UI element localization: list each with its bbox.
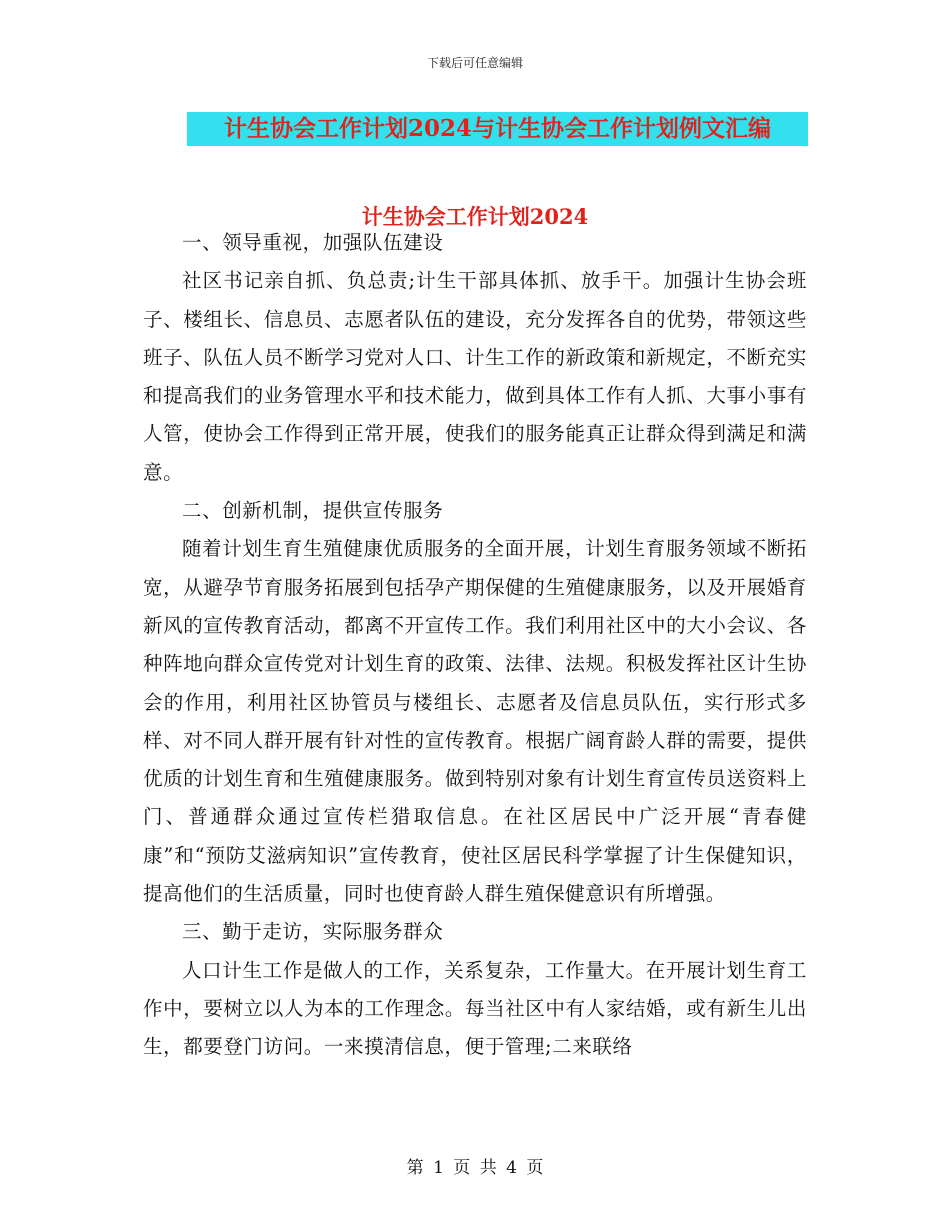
heading-3: 三、勤于走访，实际服务群众 (182, 920, 444, 944)
paragraph-1: 社区书记亲自抓、负总责;计生干部具体抓、放手干。加强计生协会班子、楼组长、信息员、志愿者队伍的建设，充分发挥各自的优势，带领这些班子、队伍人员不断学习党对人口、计生工作的新政策和新规定，不断充实和提高我们的业务管理水平和技术能力，做到具体工作有人抓、大事小事有人管，使协会工作得到正常开展，使我们的服务能真正让群众得到满足和满意。 (143, 269, 807, 484)
heading-1: 一、领导重视，加强队伍建设 (182, 231, 444, 254)
page-footer: 第 1 页 共 4 页 (406, 1158, 544, 1178)
heading-2: 二、创新机制，提供宣传服务 (182, 499, 444, 523)
section-title: 计生协会工作计划2024 (361, 204, 589, 229)
paragraph-3: 人口计生工作是做人的工作，关系复杂，工作量大。在开展计划生育工作中，要树立以人为本的工作理念。每当社区中有人家结婚，或有新生儿出生，都要登门访问。一来摸清信息，便于管理;二来联络 (143, 958, 807, 1059)
document-title: 计生协会工作计划2024与计生协会工作计划例文汇编 (187, 112, 808, 146)
paragraph-2: 随着计划生育生殖健康优质服务的全面开展，计划生育服务领域不断拓宽，从避孕节育服务拓展到包括孕产期保健的生殖健康服务，以及开展婚育新风的宣传教育活动，都离不开宣传工作。我们利用社区中的大小会议、各种阵地向群众宣传党对计划生育的政策、法律、法规。积极发挥社区计生协会的作用，利用社区协管员与楼组长、志愿者及信息员队伍，实行形式多样、对不同人群开展有针对性的宣传教育。根据广阔育龄人群的需要，提供优质的计划生育和生殖健康服务。做到特别对象有计划生育宣传员送资料上门、普通群众通过宣传栏猎取信息。在社区居民中广泛开展“青春健康”和“预防艾滋病知识”宣传教育，使社区居民科学掌握了计生保健知识，提高他们的生活质量，同时也使育龄人群生殖保健意识有所增强。 (143, 537, 807, 906)
document-body (143, 224, 807, 1067)
header-note: 下载后可任意编辑 (426, 56, 523, 70)
